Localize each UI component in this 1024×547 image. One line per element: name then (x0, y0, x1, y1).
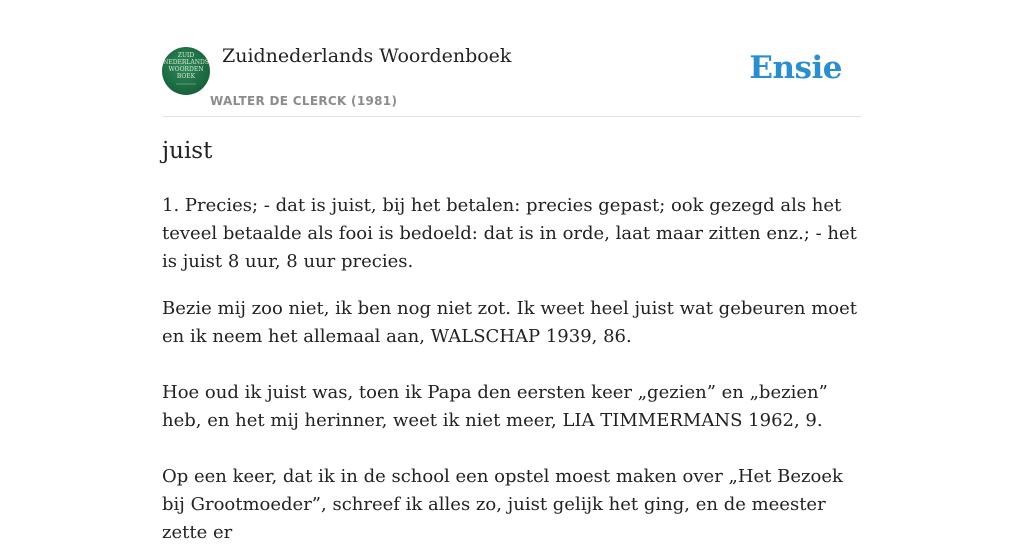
entry-quote-3: Op een keer, dat ik in de school een opstel moest maken over „Het Bezoek bij Grootmoeder”, schreef ik alles zo, juist gelijk het ging, en de meester zette er (162, 466, 843, 543)
logo-line-4: BOEK (176, 73, 196, 80)
entry-definition: 1. Precies; - dat is juist, bij het betalen: precies gepast; ook gezegd als het teveel betaalde als fooi is bedoeld: dat is in orde, laat maar zitten enz.; - het is juist 8 uur, 8 uur precies. (162, 195, 857, 272)
logo-line-1: ZUID (177, 52, 195, 59)
book-title[interactable]: Zuidnederlands Woordenboek (222, 45, 512, 67)
book-author: WALTER DE CLERCK (1981) (210, 94, 398, 108)
book-cover-icon (162, 47, 210, 95)
book-cover-logo[interactable] (162, 47, 210, 95)
page-container (162, 0, 862, 543)
logo-line-2: NEDERLANDS (163, 59, 209, 66)
header (162, 0, 862, 117)
ensie-brand-logo[interactable]: Ensie (749, 50, 842, 86)
entry-quote-1: Bezie mij zoo niet, ik ben nog niet zot. Ik weet heel juist wat gebeuren moet en ik neem het allemaal aan, WALSCHAP 1939, 86. (162, 298, 857, 347)
entry-headword: juist (162, 138, 213, 164)
entry-quote-2: Hoe oud ik juist was, toen ik Papa den eersten keer „gezien” en „bezien” heb, en het mij herinner, weet ik niet meer, LIA TIMMERMANS 1962, 9. (162, 382, 828, 431)
logo-line-3: WOORDEN (168, 66, 204, 73)
